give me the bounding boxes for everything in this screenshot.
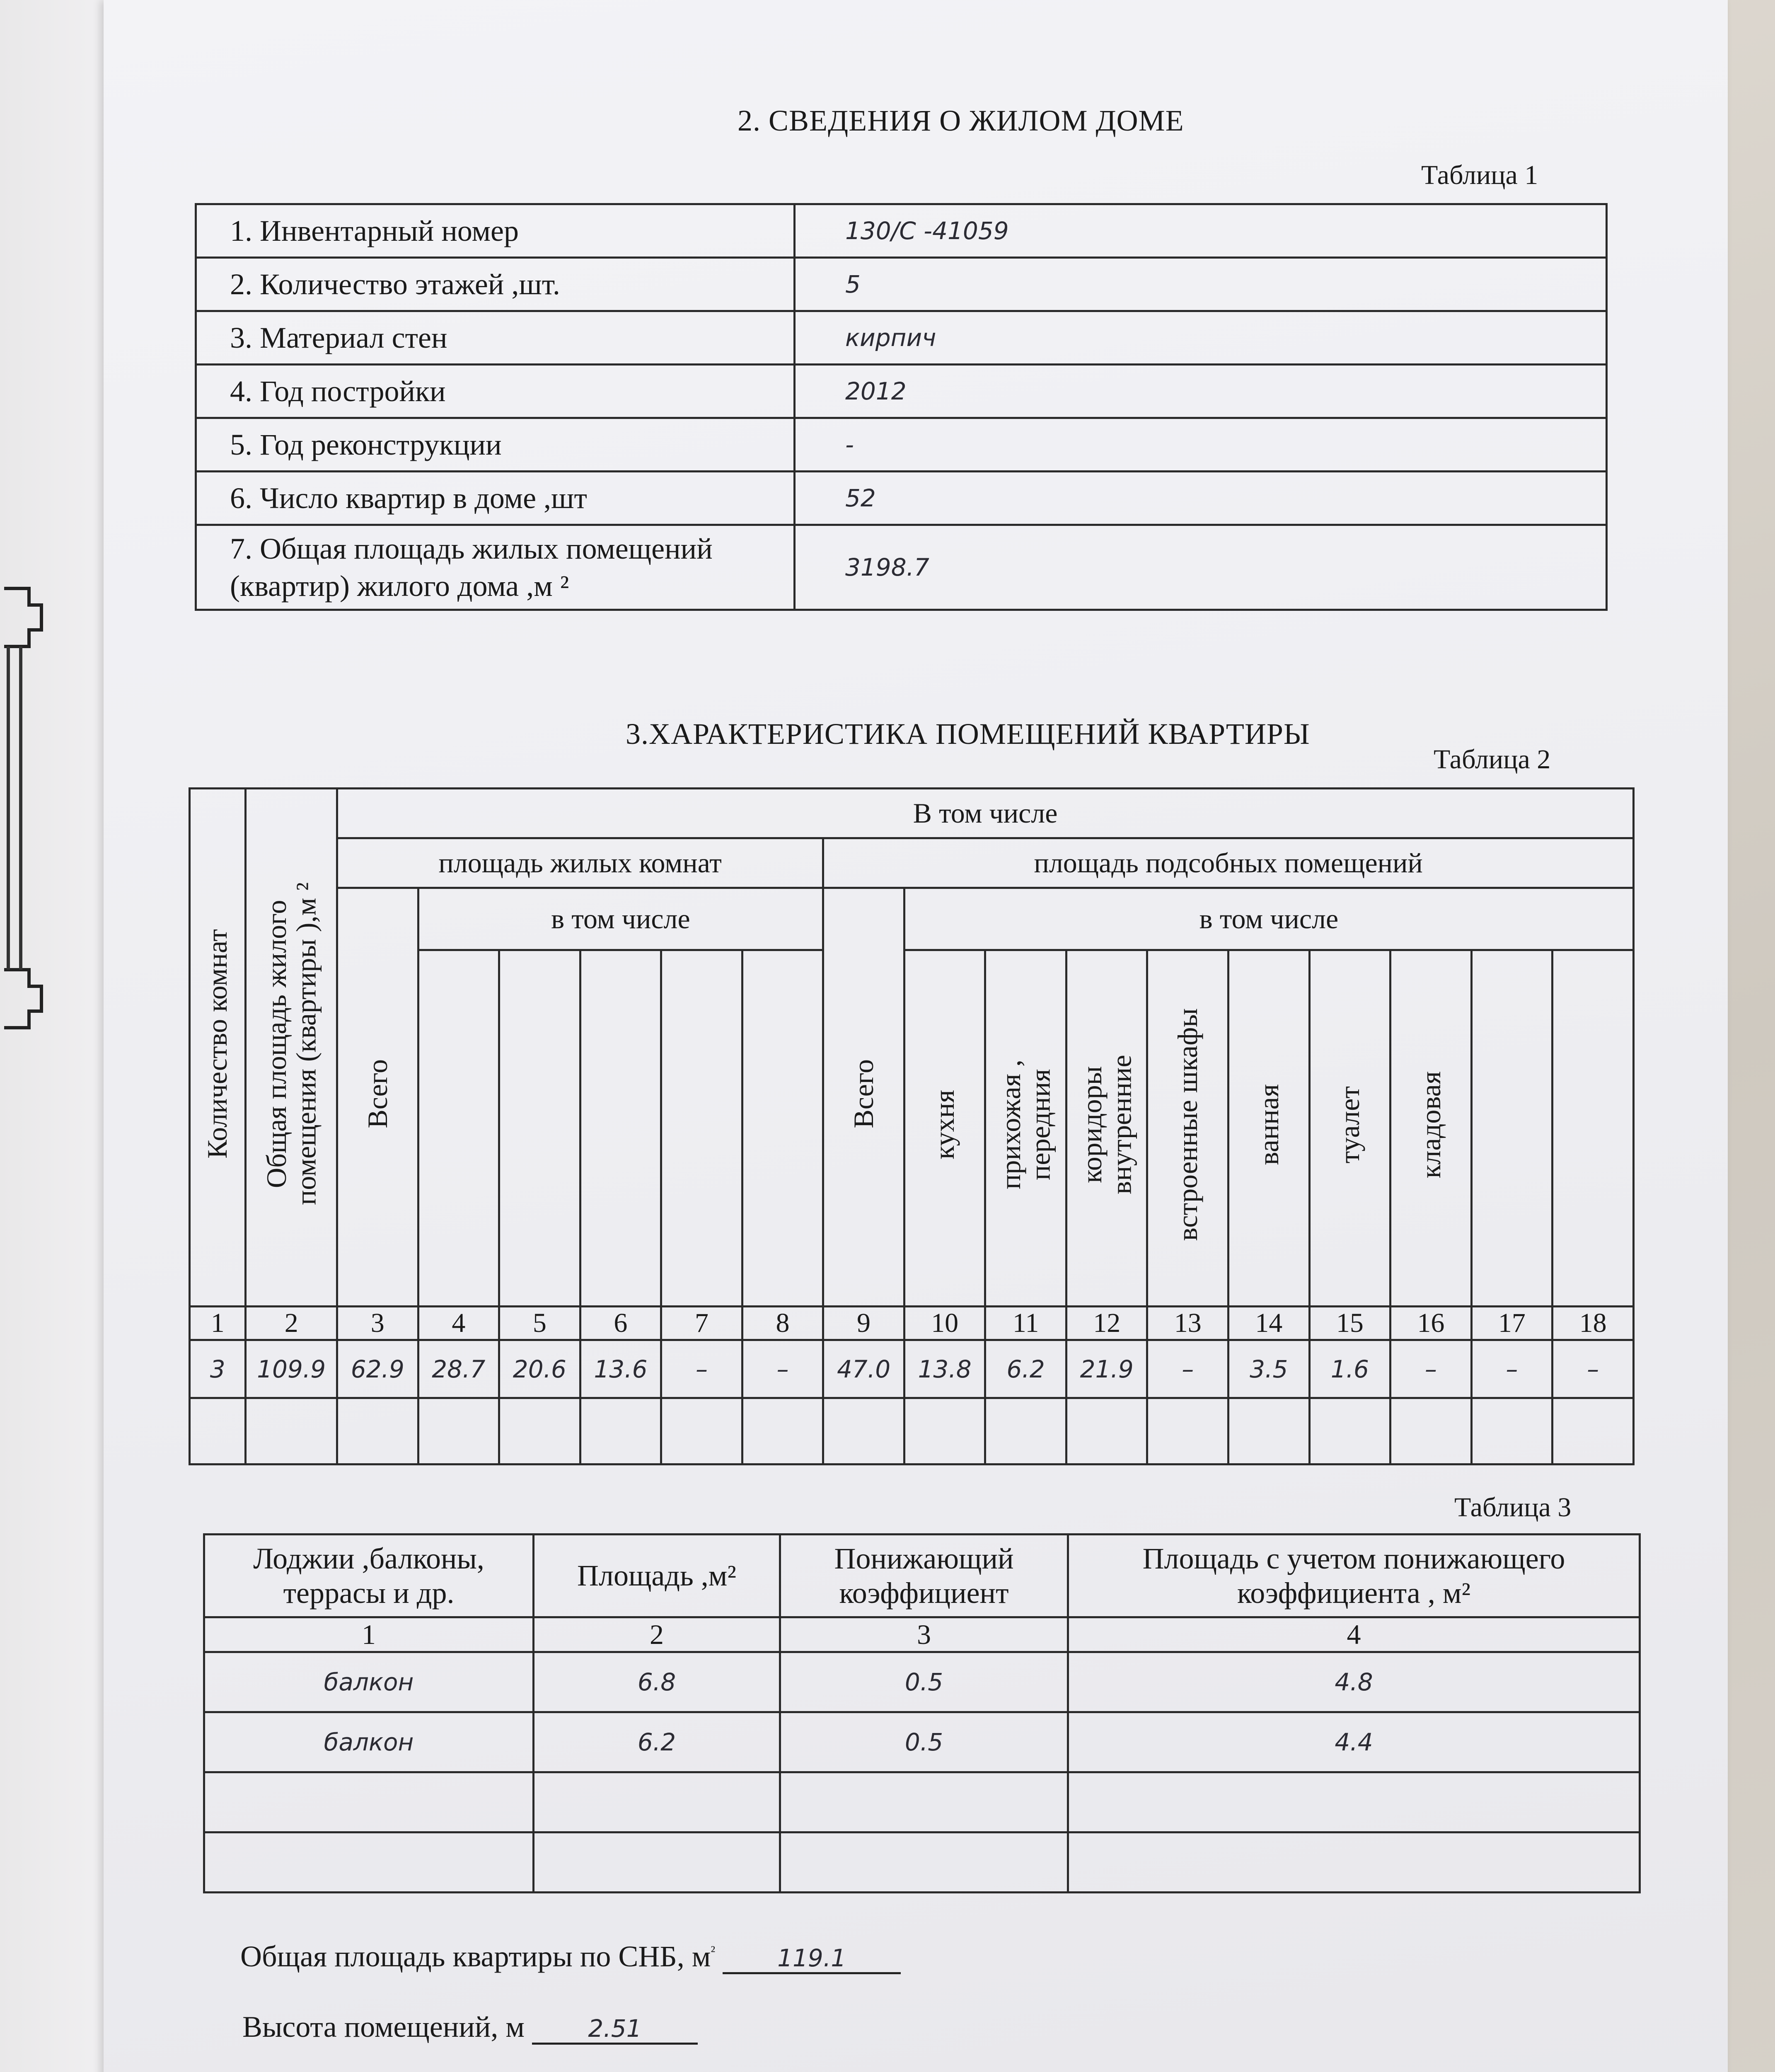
row-label: 6. Число квартир в доме ,шт bbox=[196, 472, 795, 525]
header-aux-in-that: в том числе bbox=[904, 888, 1633, 950]
header-kitchen: кухня bbox=[904, 950, 985, 1307]
header-closets: встроенные шкафы bbox=[1147, 950, 1228, 1307]
column-number: 4 bbox=[418, 1307, 499, 1340]
height-line bbox=[242, 2010, 698, 2045]
cell-value: 3.5 bbox=[1228, 1340, 1310, 1398]
column-number: 13 bbox=[1147, 1307, 1228, 1340]
cell-value: – bbox=[661, 1340, 742, 1398]
header-hallway: прихожая , передния bbox=[985, 950, 1066, 1307]
header-empty-col bbox=[661, 950, 742, 1307]
empty-row bbox=[204, 1832, 1640, 1893]
row-label: 5. Год реконструкции bbox=[196, 418, 795, 472]
column-number: 9 bbox=[823, 1307, 904, 1340]
cell-reduced-area: 4.4 bbox=[1068, 1712, 1640, 1772]
column-number: 3 bbox=[780, 1617, 1068, 1652]
row-value: кирпич bbox=[795, 311, 1607, 365]
row-label: 7. Общая площадь жилых помещений (квартир) жилого дома ,м ² bbox=[196, 525, 795, 610]
header-toilet: туалет bbox=[1309, 950, 1390, 1307]
table-row bbox=[196, 418, 1607, 472]
column-number: 15 bbox=[1309, 1307, 1390, 1340]
column-number: 12 bbox=[1066, 1307, 1147, 1340]
column-number: 8 bbox=[742, 1307, 823, 1340]
cell-coefficient: 0.5 bbox=[780, 1652, 1068, 1712]
header-aux-total: Всего bbox=[823, 888, 904, 1307]
row-value: 52 bbox=[795, 472, 1607, 525]
previous-page-edge bbox=[0, 0, 120, 2072]
cell-value: 21.9 bbox=[1066, 1340, 1147, 1398]
section2-title: 2. СВЕДЕНИЯ О ЖИЛОМ ДОМЕ bbox=[738, 104, 1184, 137]
header-living-total: Всего bbox=[337, 888, 418, 1307]
row-value: 5 bbox=[795, 258, 1607, 311]
header-empty-col bbox=[1553, 950, 1634, 1307]
cell-value: 28.7 bbox=[418, 1340, 499, 1398]
header-empty-col bbox=[580, 950, 661, 1307]
column-number: 10 bbox=[904, 1307, 985, 1340]
cell-value: – bbox=[1471, 1340, 1553, 1398]
cell-value: 62.9 bbox=[337, 1340, 418, 1398]
cell-area: 6.8 bbox=[534, 1652, 780, 1712]
column-number: 4 bbox=[1068, 1617, 1640, 1652]
row-value: 2012 bbox=[795, 365, 1607, 418]
header-balconies: Лоджии ,балконы, террасы и др. bbox=[204, 1535, 534, 1617]
table-row bbox=[196, 472, 1607, 525]
column-number: 2 bbox=[534, 1617, 780, 1652]
cell-value: 6.2 bbox=[985, 1340, 1066, 1398]
table3-caption: Таблица 3 bbox=[1454, 1492, 1572, 1523]
row-value: 3198.7 bbox=[795, 525, 1607, 610]
header-area: Площадь ,м² bbox=[534, 1535, 780, 1617]
table1-caption: Таблица 1 bbox=[1421, 160, 1538, 190]
cell-type: балкон bbox=[204, 1652, 534, 1712]
column-numbers-row bbox=[190, 1307, 1634, 1340]
header-aux-area: площадь подсобных помещений bbox=[823, 838, 1634, 888]
binding-stamp-mark bbox=[0, 580, 46, 1036]
cell-reduced-area: 4.8 bbox=[1068, 1652, 1640, 1712]
cell-value: – bbox=[1553, 1340, 1634, 1398]
height-label: Высота помещений, м bbox=[242, 2010, 525, 2043]
header-empty-col bbox=[1471, 950, 1553, 1307]
empty-row bbox=[204, 1772, 1640, 1832]
row-value: - bbox=[795, 418, 1607, 472]
table2-caption: Таблица 2 bbox=[1434, 744, 1551, 775]
header-rooms-count: Количество комнат bbox=[190, 789, 246, 1307]
column-number: 5 bbox=[499, 1307, 580, 1340]
header-empty-col bbox=[418, 950, 499, 1307]
header-total-area: Общая площадь жилого помещения (квартиры ),м ² bbox=[246, 789, 337, 1307]
column-number: 1 bbox=[204, 1617, 534, 1652]
row-label: 4. Год постройки bbox=[196, 365, 795, 418]
total-area-line: Общая площадь квартиры по СНБ, $м^{^2}$ 119.1 bbox=[240, 1939, 901, 1974]
header-coefficient: Понижающий коэффициент bbox=[780, 1535, 1068, 1617]
column-number: 11 bbox=[985, 1307, 1066, 1340]
header-empty-col bbox=[499, 950, 580, 1307]
header-living-area: площадь жилых комнат bbox=[337, 838, 823, 888]
total-area-value: 119.1 bbox=[723, 1944, 901, 1974]
cell-value: 47.0 bbox=[823, 1340, 904, 1398]
header-corridors: коридоры внутренние bbox=[1066, 950, 1147, 1307]
column-number: 3 bbox=[337, 1307, 418, 1340]
header-bathroom: ванная bbox=[1228, 950, 1310, 1307]
empty-row bbox=[190, 1398, 1634, 1464]
table3-balconies bbox=[203, 1533, 1641, 1893]
cell-value: 1.6 bbox=[1309, 1340, 1390, 1398]
column-number: 14 bbox=[1228, 1307, 1310, 1340]
table-row bbox=[196, 258, 1607, 311]
cell-type: балкон bbox=[204, 1712, 534, 1772]
column-number: 16 bbox=[1390, 1307, 1472, 1340]
column-number: 2 bbox=[246, 1307, 337, 1340]
cell-coefficient: 0.5 bbox=[780, 1712, 1068, 1772]
cell-value: 20.6 bbox=[499, 1340, 580, 1398]
column-numbers-row bbox=[204, 1617, 1640, 1652]
column-number: 7 bbox=[661, 1307, 742, 1340]
cell-value: 109.9 bbox=[246, 1340, 337, 1398]
table-row bbox=[196, 204, 1607, 258]
table-row bbox=[190, 1340, 1634, 1398]
header-empty-col bbox=[742, 950, 823, 1307]
table-row bbox=[204, 1712, 1640, 1772]
table-row bbox=[204, 1652, 1640, 1712]
cell-value: – bbox=[1147, 1340, 1228, 1398]
column-number: 1 bbox=[190, 1307, 246, 1340]
column-number: 17 bbox=[1471, 1307, 1553, 1340]
cell-area: 6.2 bbox=[534, 1712, 780, 1772]
header-storage: кладовая bbox=[1390, 950, 1472, 1307]
header-reduced-area: Площадь с учетом понижающего коэффициента , м² bbox=[1068, 1535, 1640, 1617]
table-row bbox=[196, 365, 1607, 418]
header-living-in-that: в том числе bbox=[418, 888, 823, 950]
cell-value: – bbox=[1390, 1340, 1472, 1398]
table-row bbox=[196, 311, 1607, 365]
table-row bbox=[196, 525, 1607, 610]
header-in-that: В том числе bbox=[337, 789, 1634, 838]
cell-value: 13.6 bbox=[580, 1340, 661, 1398]
cell-value: 13.8 bbox=[904, 1340, 985, 1398]
row-label: 2. Количество этажей ,шт. bbox=[196, 258, 795, 311]
section3-title: 3.ХАРАКТЕРИСТИКА ПОМЕЩЕНИЙ КВАРТИРЫ bbox=[626, 717, 1310, 750]
row-label: 3. Материал стен bbox=[196, 311, 795, 365]
table1-house-info bbox=[195, 203, 1608, 611]
row-value: 130/С -41059 bbox=[795, 204, 1607, 258]
cell-value: – bbox=[742, 1340, 823, 1398]
column-number: 6 bbox=[580, 1307, 661, 1340]
total-area-label: Общая площадь квартиры по СНБ, м bbox=[240, 1940, 711, 1973]
column-number: 18 bbox=[1553, 1307, 1634, 1340]
height-value: 2.51 bbox=[532, 2014, 698, 2045]
cell-value: 3 bbox=[190, 1340, 246, 1398]
row-label: 1. Инвентарный номер bbox=[196, 204, 795, 258]
table2-room-characteristics bbox=[189, 787, 1635, 1465]
